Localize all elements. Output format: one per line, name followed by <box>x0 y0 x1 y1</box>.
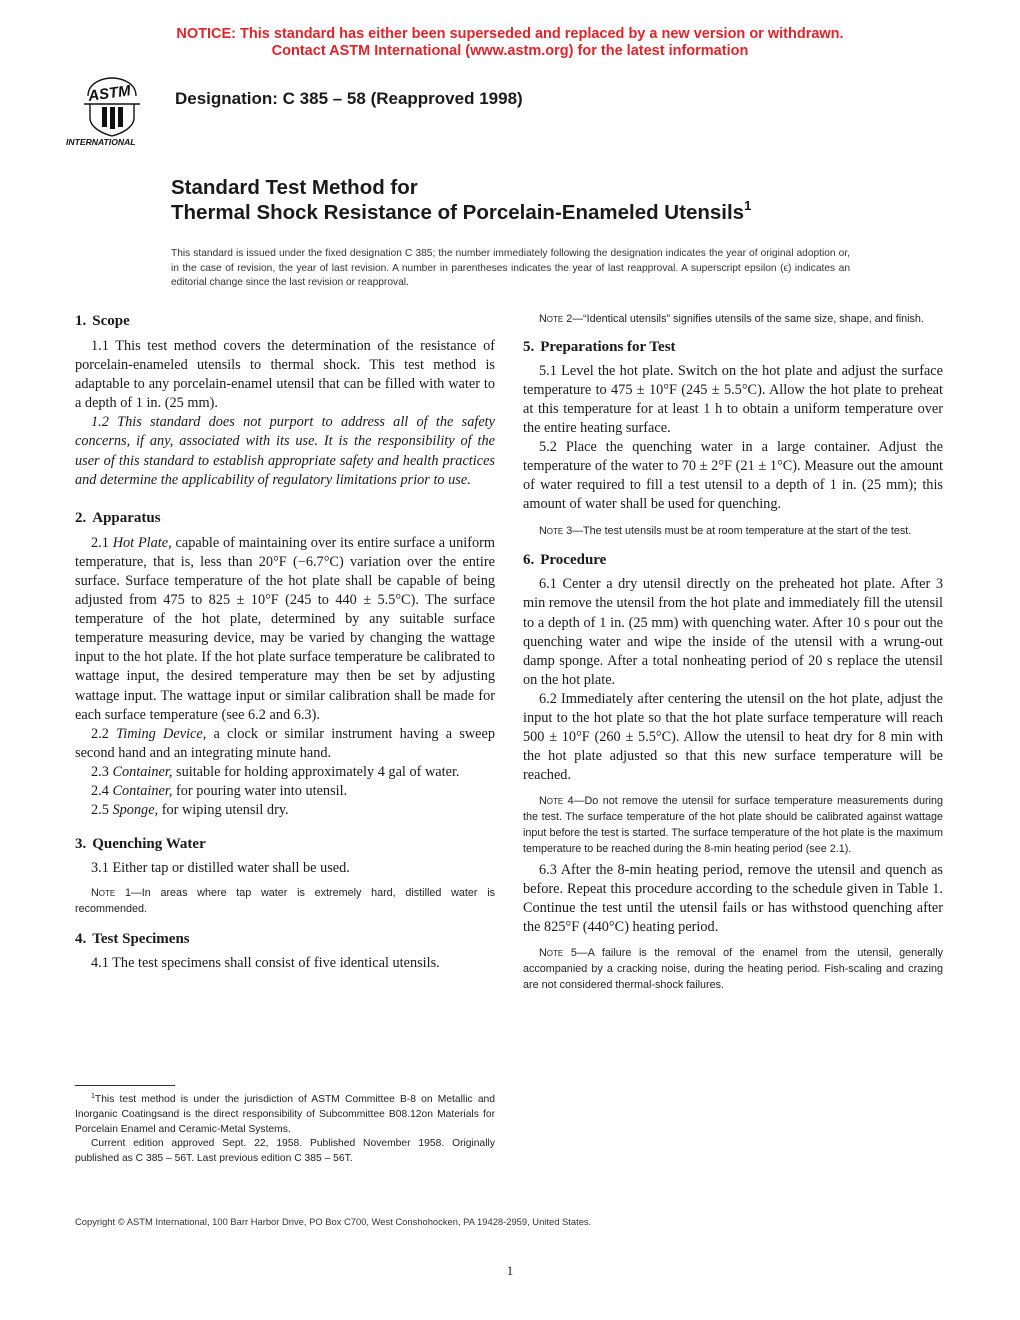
footnote-2: Current edition approved Sept. 22, 1958. Published November 1958. Originally published as C 385 – 56T. Last previous edition C 385 – 56T. <box>75 1138 495 1165</box>
astm-logo <box>64 74 160 148</box>
section-heading-quenching-water: 3. Quenching Water <box>75 836 206 853</box>
section-heading-apparatus: 2. Apparatus <box>75 509 161 526</box>
section-heading-preparations: 5. Preparations for Test <box>523 338 676 355</box>
paragraph-2-2: 2.2 Timing Device, a clock or similar instrument having a sweep second hand and an integrating minute hand. <box>75 725 495 761</box>
designation: Designation: C 385 – 58 (Reapproved 1998) <box>175 89 523 108</box>
paragraph-6-2: 6.2 Immediately after centering the utensil on the hot plate, adjust the input to the hot plate so that the hot plate surface temperature will reach 500 ± 10°F (260 ± 5.5°C). Allow the utensil to heat dry for 8 min with the hot plate adjusted so that this new surface temperature will be reached. <box>523 690 943 784</box>
paragraph-6-1: 6.1 Center a dry utensil directly on the preheated hot plate. After 3 min remove the utensil from the hot plate and immediately fill the utensil to a depth of 1 in. (25 mm) with quenching water. After 10 s pour out the quenching water and wipe the inside of the utensil with a wrung-out damp sponge. After a total nonheating period of 20 s replace the utensil on the hot plate. <box>523 576 943 688</box>
paragraph-2-5: 2.5 Sponge, for wiping utensil dry. <box>91 802 289 819</box>
note-1: Note 1—In areas where tap water is extremely hard, distilled water is recommended. <box>75 887 495 916</box>
footnotes <box>75 1093 495 1167</box>
note-5: Note 5—A failure is the removal of the enamel from the utensil, generally accompanied by a cracking noise, during the heating period. Fish-scaling and crazing are not considered thermal-shock failures. <box>523 946 943 991</box>
logo-text: ASTM <box>87 82 132 105</box>
note-3: Note 3—The test utensils must be at room temperature at the start of the test. <box>539 524 912 537</box>
copyright-line: Copyright © ASTM International, 100 Barr Harbor Drive, PO Box C700, West Conshohocken, PA 19428-2959, United States. <box>75 1216 592 1227</box>
note-2: Note 2—“Identical utensils” signifies utensils of the same size, shape, and finish. <box>539 313 924 325</box>
paragraph-6-3: 6.3 After the 8-min heating period, remove the utensil and quench as before. Repeat this procedure according to the schedule given in Table 1. Continue the test until the utensil fails or has withstood quenching after the 825°F (440°C) heating period. <box>523 861 943 935</box>
logo-subtext: INTERNATIONAL <box>66 137 136 147</box>
section-heading-test-specimens: 4. Test Specimens <box>75 930 190 947</box>
paragraph-5-2: 5.2 Place the quenching water in a large container. Adjust the temperature of the water to 70 ± 2°F (21 ± 1°C). Measure out the amount of water required to fill a test utensil to a depth of 1 in. (25 mm); this amount of water shall be used for quenching. <box>523 439 943 513</box>
footnote-1: $^1$This test method is under the jurisdiction of ASTM Committee B-8 on Metallic and Inorganic Coatingsand is the direct responsibility of Subcommittee B08.12on Materials for Porcelain Enamel and Ceramic-Metal Systems. <box>75 1093 495 1135</box>
notice-line-2: Contact ASTM International (www.astm.org) for the latest information <box>271 43 749 59</box>
paragraph-2-1: 2.1 Hot Plate, capable of maintaining over its entire surface a uniform temperature, that is, less than 20°F (−6.7°C) variation over the entire surface. Surface temperature of the hot plate shall be capable of being adjusted from 475 to 825 ± 10°F (245 to 440 ± 5.5°C). The surface temperature of the hot plate, determined by any suitable surface temperature measuring device, may be varied by changing the wattage input to the hot plate. If the hot plate surface temperature be calibrated to wattage input, the desired temperature may then be set by adjusting wattage input. The wattage input or similar calibration shall be made for each surface temperature (see 6.2 and 6.3). <box>75 534 495 723</box>
notice-banner <box>0 26 1020 60</box>
issuance-statement: This standard is issued under the fixed designation C 385; the number immediately following the designation indicates the year of original adoption or, in the case of revision, the year of last revision. A number in parentheses indicates the year of last reapproval. A superscript epsilon (ϵ) indicates an editorial change since the last revision or reapproval. <box>171 248 850 289</box>
section-heading-scope: 1. Scope <box>75 313 130 329</box>
notice-line-1: NOTICE: This standard has either been superseded and replaced by a new version or withdrawn. <box>176 26 844 42</box>
note-4: Note 4—Do not remove the utensil for surface temperature measurements during the test. The surface temperature of the hot plate should be calibrated against wattage input before the test is started. The surface temperature of the hot plate is the maximum temperature to be reached during the 8-min heating period (see 2.1). <box>523 795 944 855</box>
title-line-2 <box>171 200 751 225</box>
page-number: 1 <box>506 1263 514 1278</box>
document-title <box>171 175 751 225</box>
right-column <box>523 312 943 993</box>
title-line-1: Standard Test Method for <box>171 176 418 199</box>
left-column <box>75 312 495 973</box>
paragraph-1-2: 1.2 This standard does not purport to address all of the safety concerns, if any, associated with its use. It is the responsibility of the user of this standard to establish appropriate safety and health practices and determine the applicability of regulatory limitations prior to use. <box>75 414 495 488</box>
paragraph-2-3: 2.3 Container, suitable for holding approximately 4 gal of water. <box>91 763 460 780</box>
title-footnote-mark: 1 <box>744 198 752 213</box>
paragraph-1-1: 1.1 This test method covers the determination of the resistance of porcelain-enameled utensils to thermal shock. This test method is adaptable to any porcelain-enamel utensil that can be filled with water to a depth of 1 in. (25 mm). <box>75 338 495 412</box>
paragraph-3-1: 3.1 Either tap or distilled water shall be used. <box>91 860 350 877</box>
title-line-2-text: Thermal Shock Resistance of Porcelain-Enameled Utensils <box>171 201 745 224</box>
paragraph-5-1: 5.1 Level the hot plate. Switch on the hot plate and adjust the surface temperature to 475 ± 10°F (245 ± 5.5°C). Allow the hot plate to preheat at this temperature for at least 1 h to obtain a uniform temperature over the entire heating surface. <box>523 362 943 437</box>
footnote-divider <box>75 1085 175 1086</box>
paragraph-4-1: 4.1 The test specimens shall consist of five identical utensils. <box>91 954 440 971</box>
paragraph-2-4: 2.4 Container, for pouring water into utensil. <box>91 782 348 799</box>
section-heading-procedure: 6. Procedure <box>523 552 607 569</box>
